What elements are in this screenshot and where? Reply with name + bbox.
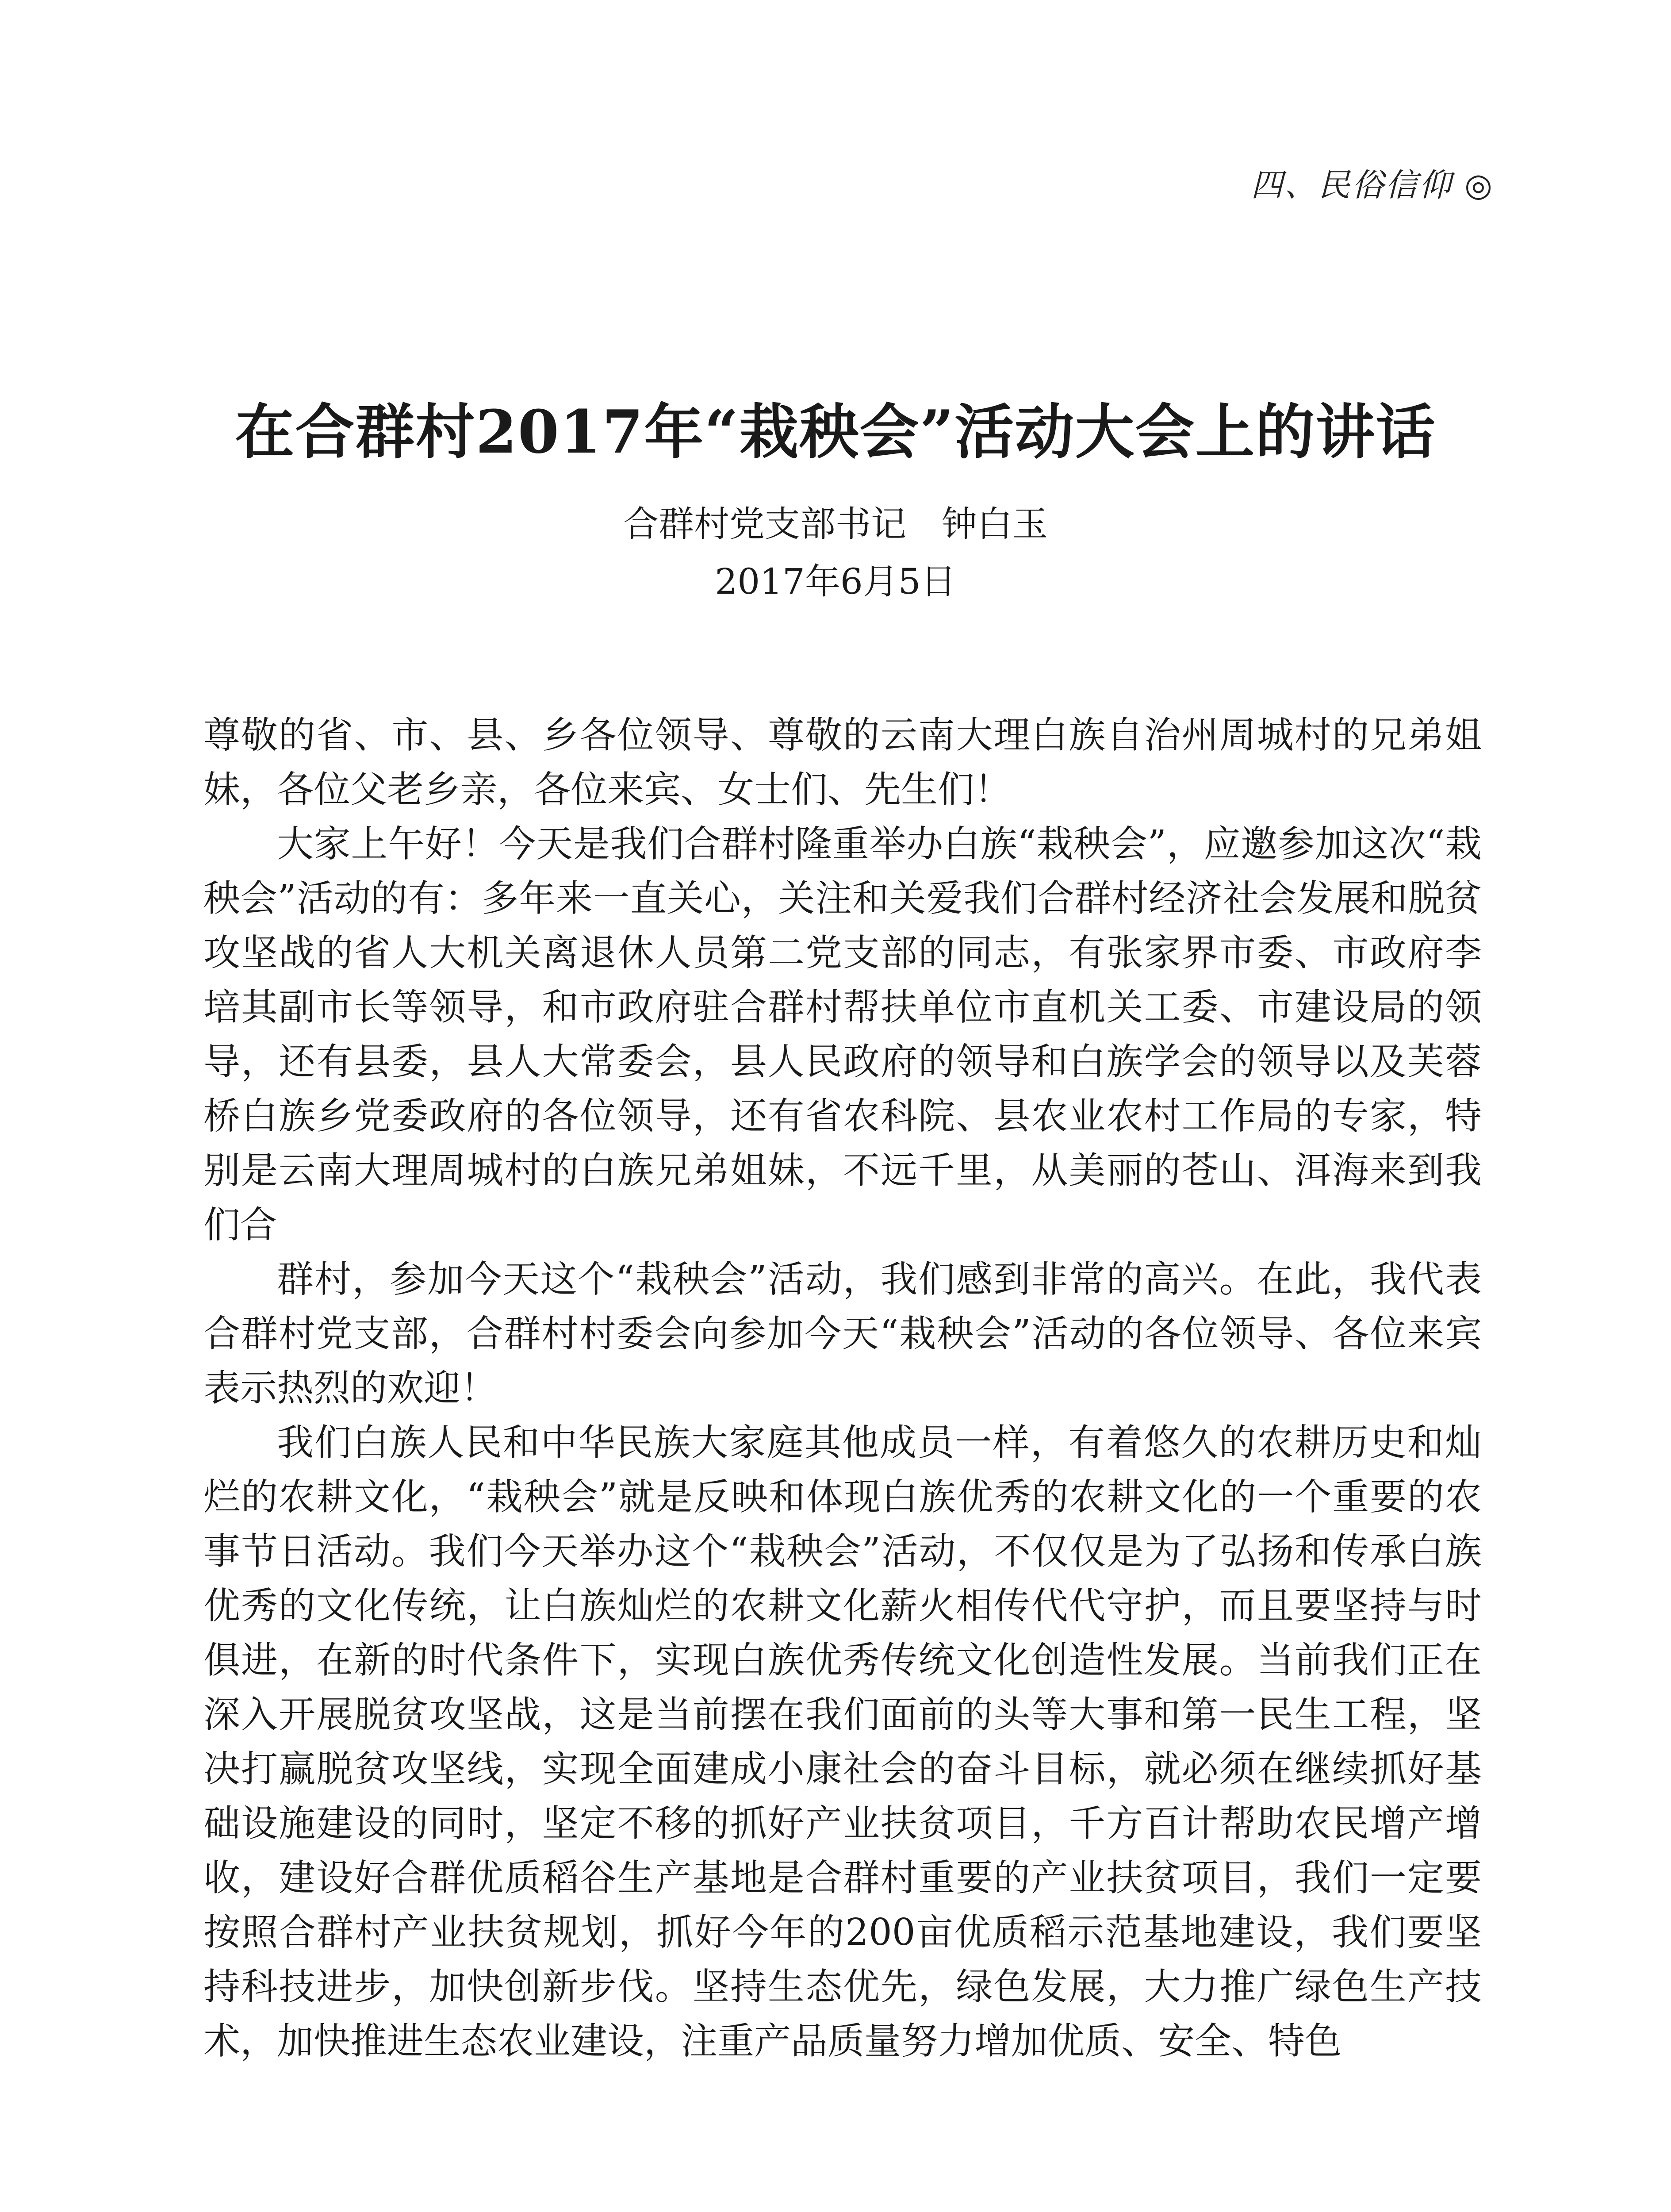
paragraph-culture: 我们白族人民和中华民族大家庭其他成员一样，有着悠久的农耕历史和灿烂的农耕文化，“栽秧会”就是反映和体现白族优秀的农耕文化的一个重要的农事节日活动。我们今天举办这个“栽秧会”活动，不仅仅是为了弘扬和传承白族优秀的文化传统，让白族灿烂的农耕文化薪火相传代代守护，而且要坚持与时俱进，在新的时代条件下，实现白族优秀传统文化创造性发展。当前我们正在深入开展脱贫攻坚战，这是当前摆在我们面前的头等大事和第一民生工程，坚决打赢脱贫攻坚线，实现全面建成小康社会的奋斗目标，就必须在继续抓好基础设施建设的同时，坚定不移的抓好产业扶贫项目，千方百计帮助农民增产增收，建设好合群优质稻谷生产基地是合群村重要的产业扶贫项目，我们一定要按照合群村产业扶贫规划，抓好今年的200亩优质稻示范基地建设，我们要坚持科技进步，加快创新步伐。坚持生态优先，绿色发展，大力推广绿色生产技术，加快推进生态农业建设，注重产品质量努力增加优质、安全、特色: [203, 1421, 1482, 2062]
section-header: 四、民俗信仰 ◎: [1251, 166, 1494, 204]
author-role: 合群村党支部书记: [623, 503, 906, 545]
author-line: [0, 495, 1671, 546]
author-name: 钟白玉: [942, 503, 1048, 545]
paragraph-greeting: 大家上午好！今天是我们合群村隆重举办白族“栽秧会”，应邀参加这次“栽秧会”活动的有：多年来一直关心，关注和关爱我们合群村经济社会发展和脱贫攻坚战的省人大机关离退休人员第二党支部的同志，有张家界市委、市政府李培其副市长等领导，和市政府驻合群村帮扶单位市直机关工委、市建设局的领导，还有县委，县人大常委会，县人民政府的领导和白族学会的领导以及芙蓉桥白族乡党委政府的各位领导，还有省农科院、县农业农村工作局的专家，特别是云南大理周城村的白族兄弟姐妹，不远千里，从美丽的苍山、洱海来到我们合: [203, 822, 1482, 1246]
paragraph-welcome: 群村，参加今天这个“栽秧会”活动，我们感到非常的高兴。在此，我代表合群村党支部，合群村村委会向参加今天“栽秧会”活动的各位领导、各位来宾表示热烈的欢迎！: [203, 1258, 1482, 1409]
paragraph-salutation: 尊敬的省、市、县、乡各位领导、尊敬的云南大理白族自治州周城村的兄弟姐妹，各位父老乡亲，各位来宾、女士们、先生们！: [203, 714, 1482, 811]
speech-date: 2017年6月5日: [715, 561, 956, 602]
speech-body: [203, 708, 1482, 2068]
article-title: 在合群村2017年“栽秧会”活动大会上的讲话: [235, 397, 1436, 467]
